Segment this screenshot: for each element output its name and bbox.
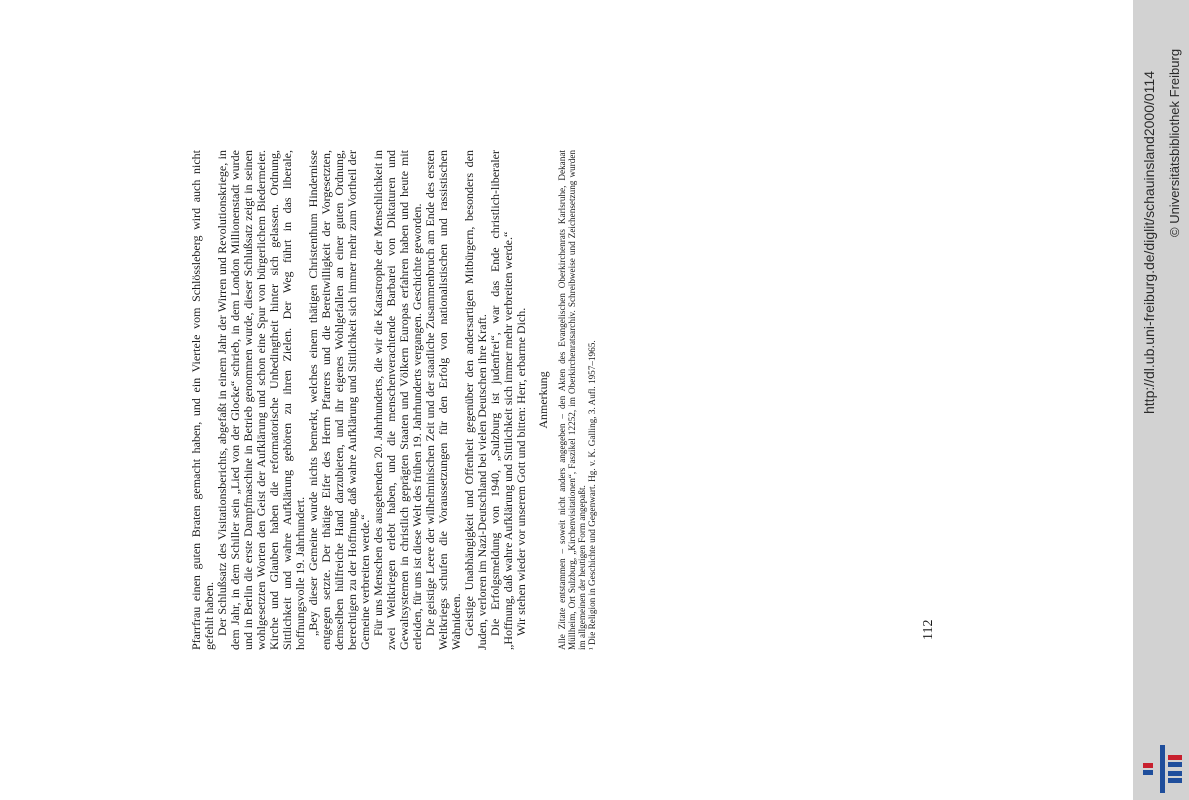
paragraph-4: Für uns Menschen des ausgehenden 20. Jahrhunderts, die wir die Katastrophe der Menschlichkeit in zwei Weltkriegen erlebt haben, und die menschenverachtende Barbarei von Diktaturen und Gewaltsystemen in christlich geprägten Staaten und Völkern Europas erfahren haben und heute mit erleiden, für uns ist diese Welt des frühen 19. Jahrhunderts vergangen. Geschichte geworden. [371, 150, 424, 650]
library-logo-icon [1140, 745, 1184, 793]
page-number: 112 [921, 619, 936, 640]
body-text [190, 150, 528, 650]
footnotes [557, 150, 597, 650]
rotated-page-content [190, 150, 597, 650]
paragraph-7: Die Erfolgsmeldung von 1940, „Sulzburg ist judenfrei“, war das Ende christlich-liberaler „Hoffnung, daß wahre Aufklärung und Sittlichkeit sich immer mehr verbreiten werde.“ [488, 150, 515, 650]
notes-heading: Anmerkung [536, 371, 550, 429]
paragraph-5: Die geistige Leere der wilhelminischen Zeit und der staatliche Zusammenbruch am Ende des ersten Weltkriegs schufen die Voraussetzungen für den Erfolg von nationalistischen und rassistischen Wahnideen. [423, 150, 463, 650]
paragraph-1: Pfarrfrau einen guten Braten gemacht haben, und ein Viertele vom Schlössleberg wird auch nicht gefehlt haben. [189, 150, 216, 650]
footnote-source: Alle Zitate entstammen – soweit nicht anders angegeben – den Akten des Evangelischen Oberkirchenrats Karlsruhe, Dekanat Müllheim, Ort Sulzburg, „Kirchenvisitationen“, Faszikel 12252, im Oberkirchenratsarchiv. Schreibweise und Zeichensetzung wurden im allgemeinen der heutigen Form angepaßt. [557, 150, 587, 650]
paragraph-3: „Bey dieser Gemeine wurde nichts bemerkt, welches einem thätigen Christenthum Hindernisse entgegen setzte. Der thätige Eifer des Herrn Pfarrers und die Bereitwilligkeit der Vorgesetzten, demselben hülfreiche Hand darzubieten, und ihr eigenes Wohlgefallen an einer guten Ordnung, berechtigen zu der Hoffnung, daß wahre Aufklärung und Sittlichkeit sich immer mehr zum Vortheil der Gemeine verbreiten werde.“ [306, 150, 372, 650]
paragraph-6: Geistige Unabhängigkeit und Offenheit gegenüber den andersartigen Mitbürgern, besonders den Juden, verloren im Nazi-Deutschland bei vielen Deutschen ihre Kraft. [462, 150, 489, 650]
paragraph-8: Wir stehen wieder vor unserem Gott und bitten: Herr, erbarme Dich. [514, 307, 528, 636]
footnote-1: ¹ Die Religion in Geschichte und Gegenwart. Hg. v. K. Galling, 3. Aufl. 1957–1965. [587, 340, 597, 650]
permalink-url[interactable]: http://dl.ub.uni-freiburg.de/diglit/schauinsland2000/0114 [1141, 71, 1157, 414]
paragraph-2: Der Schlußsatz des Visitationsberichts, abgefaßt in einem Jahr der Wirren und Revolutionskriege, in dem Jahr, in dem Schiller sein „Lied von der Glocke“ schrieb, in dem London Millionenstadt wurde und in Berlin die erste Dampfmaschine in Betrieb genommen wurde, dieser Schlußsatz zeigt in seinen wohlgesetzten Worten den Geist der Aufklärung und schon eine Spur von bürgerlichem Biedermeier. Kirche und Glauben haben die reformatorische Unbedingtheit hinter sich gelassen. Ordnung, Sittlichkeit und wahre Aufklärung gehören zu ihren Zielen. Der Weg führt in das liberale, hoffnungsvolle 19. Jahrhundert. [215, 150, 307, 650]
copyright-notice: © Universitätsbibliothek Freiburg [1167, 48, 1182, 237]
